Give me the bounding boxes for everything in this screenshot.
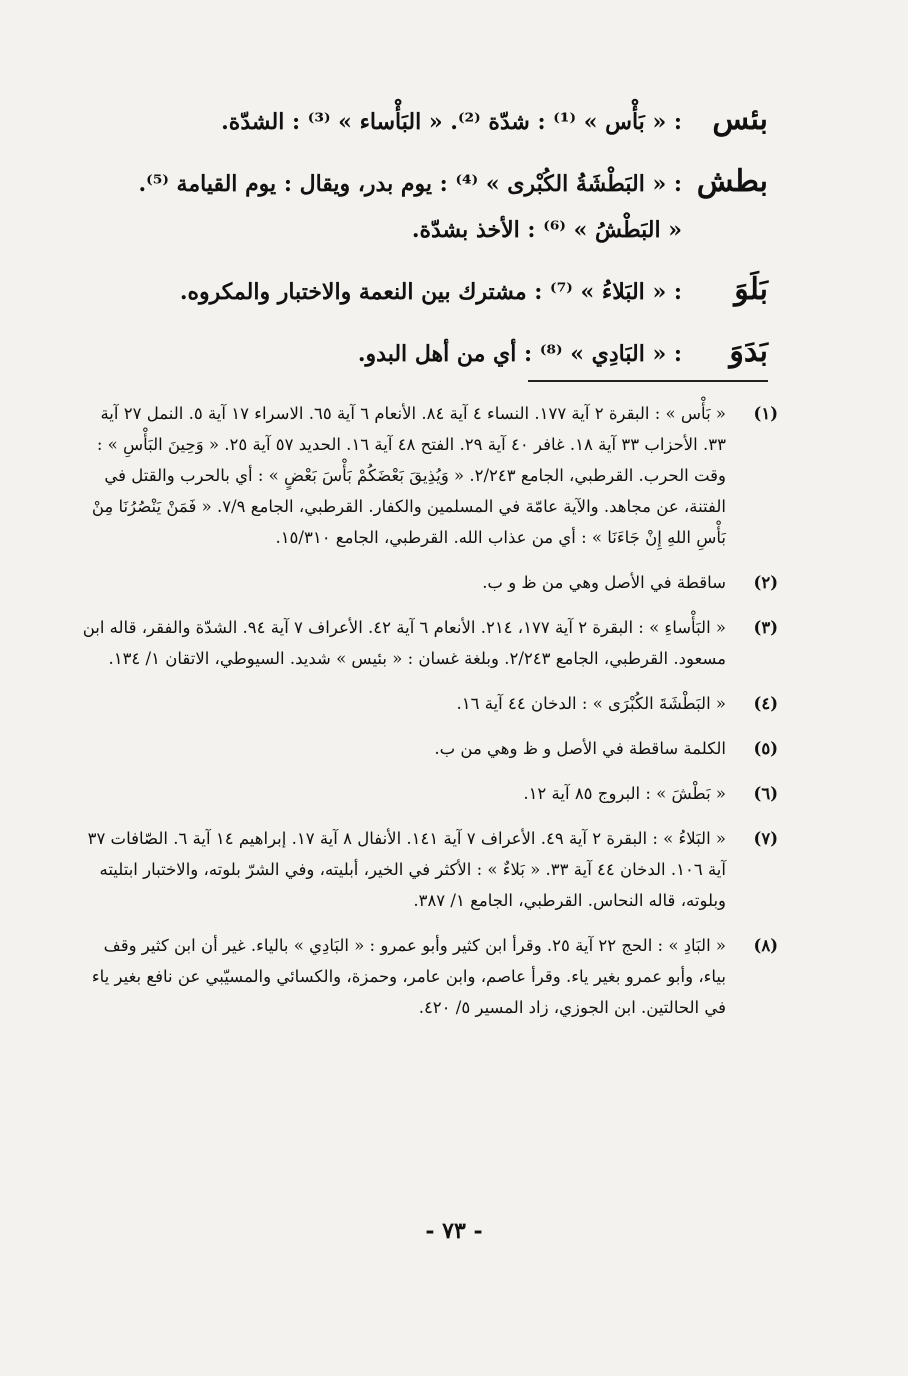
entry-batsh [88, 160, 768, 208]
entry-bas [88, 98, 768, 146]
footnotes [78, 398, 778, 1037]
footnote [78, 567, 778, 598]
footnote-number: (٦) [753, 784, 778, 803]
entry-balw [88, 268, 768, 316]
dictionary-entries [88, 98, 768, 392]
footnote-number: (٣) [753, 618, 778, 637]
footnote [78, 930, 778, 1023]
entry-text: « البَطْشُ » ⁽⁶⁾ : الأخذ بشدّة. [411, 217, 682, 243]
footnote-number: (٧) [753, 829, 778, 848]
footnote-number: (٢) [753, 573, 778, 592]
footnote-text: « البَطْشَةَ الكُبْرَى » : الدخان ٤٤ آية ١٦. [456, 694, 726, 713]
entry-badw [88, 330, 768, 378]
entry-text: : « البَلاءُ » ⁽⁷⁾ : مشترك بين النعمة والاختبار والمكروه. [179, 279, 682, 305]
entry-text: : « البَطْشَةُ الكُبْرى » ⁽⁴⁾ : يوم بدر، ويقال : يوم القيامة ⁽⁵⁾. [138, 171, 682, 197]
footnote-number: (٤) [753, 694, 778, 713]
footnote-separator [528, 380, 768, 382]
footnote [78, 778, 778, 809]
footnote [78, 612, 778, 674]
entry-text: : « بَأْس » ⁽¹⁾ : شدّة ⁽²⁾. « البَأْساء » ⁽³⁾ : الشدّة. [221, 109, 682, 135]
footnote-text: « بَأْس » : البقرة ٢ آية ١٧٧. النساء ٤ آية ٨٤. الأنعام ٦ آية ٦٥. الاسراء ١٧ آية ٥. النمل ٢٧ آية ٣٣. الأحزاب ٣٣ آية ١٨. غافر ٤٠ آية ٢٩. الفتح ٤٨ آية ١٦. الحديد ٥٧ آية ٢٥. « وَحِينَ البَأْسِ » : وقت الحرب. القرطبي، الجامع ٢/٢٤٣. « وَيُذِيقَ بَعْضَكُمْ بَأْسَ بَعْضٍ » : أي بالحرب والقتل في الفتنة، عن مجاهد. والآية عامّة في المسلمين والكفار. القرطبي، الجامع ٧/٩. « فَمَنْ يَنْصُرُنَا مِنْ بَأْسِ اللهِ إِنْ جَاءَنَا » : أي من عذاب الله. القرطبي، الجامع ١٥/٣١٠. [91, 404, 726, 547]
entry-root: بئس [712, 102, 768, 137]
footnote-text: « البَأْساءِ » : البقرة ٢ آية ١٧٧، ٢١٤. الأنعام ٦ آية ٤٢. الأعراف ٧ آية ٩٤. الشدّة والفقر، قاله ابن مسعود. القرطبي، الجامع ٢/٢٤٣. وبلغة غسان : « بئيس » شديد. السيوطي، الاتقان ١/ ١٣٤. [82, 618, 726, 668]
entry-root: بَلَوَ [734, 272, 768, 307]
entry-text: : « البَادِي » ⁽⁸⁾ : أي من أهل البدو. [357, 341, 682, 367]
entry-root: بطش [696, 164, 768, 199]
footnote-text: « البَلاءُ » : البقرة ٢ آية ٤٩. الأعراف ٧ آية ١٤١. الأنفال ٨ آية ١٧. إبراهيم ١٤ آية ٦. الصّافات ٣٧ آية ١٠٦. الدخان ٤٤ آية ٣٣. « بَلاءٌ » : الأكثر في الخير، أبليته، وفي الشرّ بلوته، والاختبار ابتليته وبلوته، قاله النحاس. القرطبي، الجامع ١/ ٣٨٧. [87, 829, 726, 910]
page-number: - ٧٣ - [425, 1218, 483, 1244]
footnote-text: « بَطْشَ » : البروج ٨٥ آية ١٢. [523, 784, 726, 803]
footnote-number: (٨) [753, 936, 778, 955]
footnote [78, 688, 778, 719]
footnote [78, 823, 778, 916]
footnote-text: الكلمة ساقطة في الأصل و ظ وهي من ب. [434, 739, 726, 758]
footnote-number: (٥) [753, 739, 778, 758]
entry-root: بَدَوَ [729, 334, 768, 369]
footnote-text: « البَادِ » : الحج ٢٢ آية ٢٥. وقرأ ابن كثير وأبو عمرو : « البَادِي » بالياء. غير أن ابن كثير وقف بياء، وأبو عمرو بغير ياء. وقرأ عاصم، وابن عامر، وحمزة، والكسائي والمسيّبي عن نافع بغير ياء في الحالتين. ابن الجوزي، زاد المسير ٥/ ٤٢٠. [91, 936, 726, 1017]
footnote-number: (١) [753, 404, 778, 423]
footnote [78, 733, 778, 764]
footnote [78, 398, 778, 553]
entry-batsh-continuation [88, 206, 768, 254]
footnote-text: ساقطة في الأصل وهي من ظ و ب. [482, 573, 726, 592]
